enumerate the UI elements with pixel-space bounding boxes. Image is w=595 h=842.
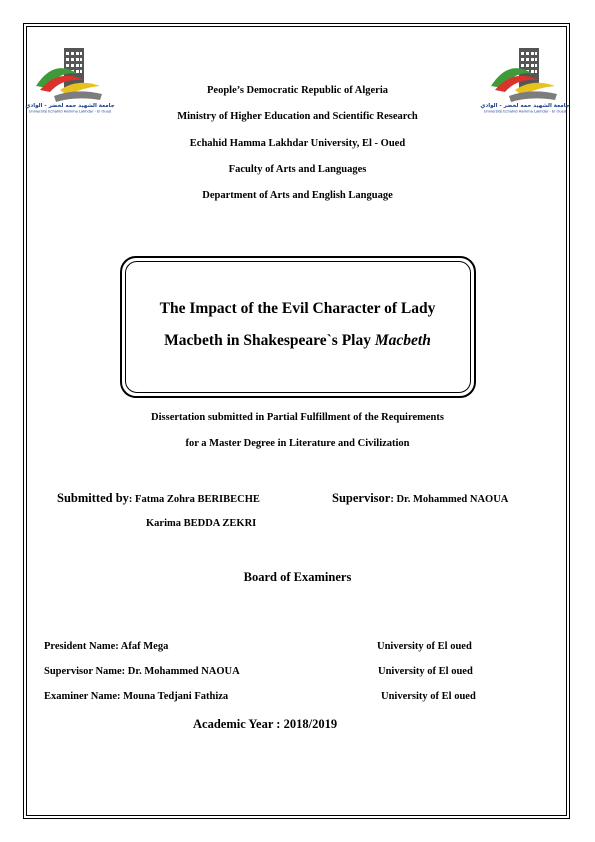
examiner-president-university: University of El oued	[377, 641, 472, 652]
examiner-examiner-university: University of El oued	[381, 691, 476, 702]
student-name-2: Karima BEDDA ZEKRI	[146, 518, 257, 529]
examiner-supervisor: Supervisor Name: Dr. Mohammed NAOUA	[44, 666, 240, 677]
dissertation-title-line2	[0, 332, 595, 350]
header-faculty: Faculty of Arts and Languages	[228, 164, 367, 175]
header-university: Echahid Hamma Lakhdar University, El - Oued	[189, 138, 406, 149]
supervisor-separator: :	[390, 494, 394, 505]
dissertation-title-line1: The Impact of the Evil Character of Lady	[159, 300, 436, 317]
submitted-by-separator: :	[128, 494, 133, 505]
academic-year: Academic Year : 2018/2019	[193, 717, 338, 731]
title-line2-text: Macbeth in Shakespeare`s Play	[164, 332, 375, 349]
title-play-name: Macbeth	[374, 332, 431, 349]
examiner-supervisor-university: University of El oued	[378, 666, 473, 677]
header-ministry: Ministry of Higher Education and Scientific Research	[177, 111, 418, 122]
supervisor-label: Supervisor	[332, 491, 391, 505]
examiner-examiner: Examiner Name: Mouna Tedjani Fathiza	[44, 691, 229, 702]
header-country: People’s Democratic Republic of Algeria	[207, 85, 388, 96]
examiner-president: President Name: Afaf Mega	[44, 641, 169, 652]
header-department: Department of Arts and English Language	[202, 190, 393, 201]
logo-latin-text: Université Echahid Hamma Lakhdar - El Oued	[483, 109, 567, 114]
dissertation-statement-line1: Dissertation submitted in Partial Fulfillment of the Requirements	[151, 412, 444, 423]
university-logo-icon	[25, 44, 115, 114]
board-of-examiners-title: Board of Examiners	[243, 570, 352, 584]
supervisor-line	[332, 489, 508, 507]
university-logo-icon	[480, 44, 570, 114]
logo-arabic-text: جامعة الشهيد حمه لخضر - الوادي	[25, 103, 115, 109]
student-name-1: Fatma Zohra BERIBECHE	[132, 494, 260, 505]
university-logo-right	[480, 44, 570, 114]
supervisor-name: Dr. Mohammed NAOUA	[393, 494, 509, 505]
university-logo-left	[25, 44, 115, 114]
submitted-by-line	[57, 489, 260, 507]
logo-arabic-text: جامعة الشهيد حمه لخضر - الوادي	[480, 103, 570, 109]
title-box-inner	[125, 261, 471, 393]
dissertation-statement-line2: for a Master Degree in Literature and Civilization	[185, 438, 410, 449]
submitted-by-label: Submitted by	[57, 491, 129, 505]
logo-latin-text: Université Echahid Hamma Lakhdar - El Oued	[28, 109, 112, 114]
